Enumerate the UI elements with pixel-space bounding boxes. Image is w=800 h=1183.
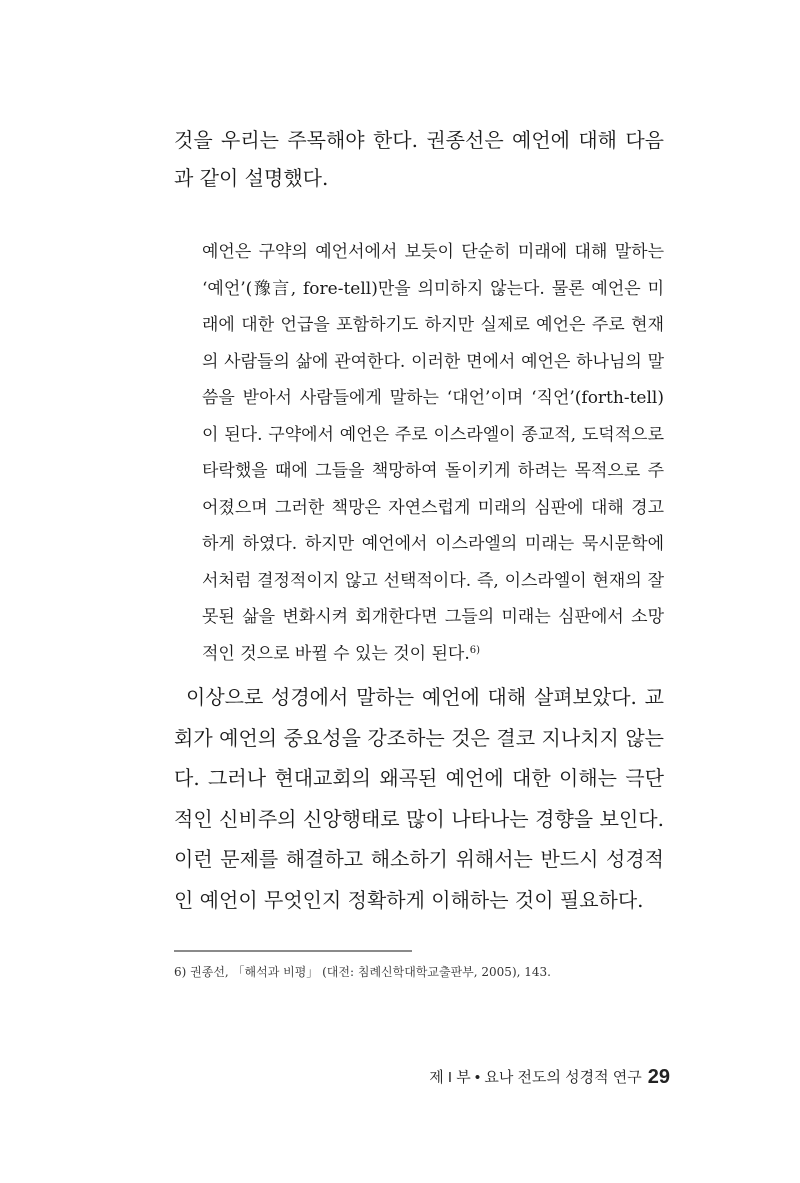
conclusion-paragraph: 이상으로 성경에서 말하는 예언에 대해 살펴보았다. 교회가 예언의 중요성을 강조하는 것은 결코 지나치지 않는다. 그러나 현대교회의 왜곡된 예언에 대한 이해는 극단적인 신비주의 신앙행태로 많이 나타나는 경향을 보인다. 이런 문제를 해결하고 해소하기 위해서는 반드시 성경적인 예언이 무엇인지 정확하게 이해하는 것이 필요하다. — [174, 685, 664, 912]
intro-paragraph: 것을 우리는 주목해야 한다. 권종선은 예언에 대해 다음과 같이 설명했다. — [174, 128, 664, 190]
footnote: 6) 권종선, 「해석과 비평」 (대전: 침례신학대학교출판부, 2005), 143. — [174, 965, 551, 979]
footnote-reference: 6) — [469, 644, 480, 656]
footnote-divider — [174, 950, 412, 952]
block-quote-text: 예언은 구약의 예언서에서 보듯이 단순히 미래에 대해 말하는 ‘예언’(豫言, fore-tell)만을 의미하지 않는다. 물론 예언은 미래에 대한 언급을 포함하기도 하지만 실제로 예언은 주로 현재의 사람들의 삶에 관여한다. 이러한 면에서 예언은 하나님의 말씀을 받아서 사람들에게 말하는 ‘대언’이며 ‘직언’(forth-tell)이 된다. 구약에서 예언은 주로 이스라엘이 종교적, 도덕적으로 타락했을 때에 그들을 책망하여 돌이키게 하려는 목적으로 주어졌으며 그러한 책망은 자연스럽게 미래의 심판에 대해 경고하게 하였다. 하지만 예언에서 이스라엘의 미래는 묵시문학에서처럼 결정적이지 않고 선택적이다. 즉, 이스라엘이 현재의 잘못된 삶을 변화시켜 회개한다면 그들의 미래는 심판에서 소망적인 것으로 바뀔 수 있는 것이 된다. — [202, 242, 664, 664]
page-footer — [429, 1066, 670, 1089]
block-quote — [202, 234, 664, 672]
page-number: 29 — [647, 1066, 670, 1088]
footer-section-title: 제 I 부 • 요나 전도의 성경적 연구 — [429, 1069, 642, 1086]
